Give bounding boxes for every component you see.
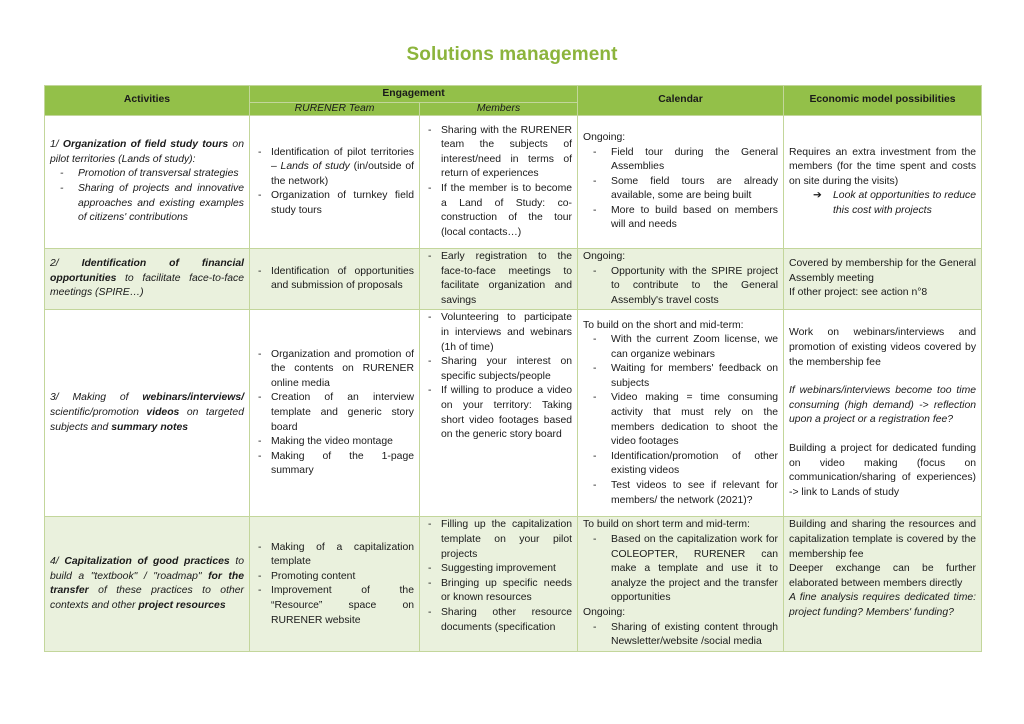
calendar-cell — [578, 310, 784, 517]
list-item: - Identification of pilot territories – Lands of study (in/outside of the network) — [255, 146, 414, 190]
activity-title: Identification of financial opportunities — [50, 258, 244, 284]
team-cell — [250, 249, 420, 310]
header-rurener-team: RURENER Team — [250, 103, 420, 116]
header-activities: Activities — [45, 86, 250, 116]
calendar-lead: Ongoing: — [583, 606, 626, 618]
list-item: - Field tour during the General Assemblies — [583, 146, 778, 175]
members-cell — [420, 517, 578, 652]
list-item: - Identification of opportunities and submission of proposals — [255, 265, 414, 294]
members-cell — [420, 310, 578, 517]
calendar-cell — [578, 249, 784, 310]
list-item: - With the current Zoom license, we can organize webinars — [583, 333, 778, 362]
list-item: - Making of a capitalization template — [255, 541, 414, 570]
list-item: - Volunteering to participate in interviews and webinars (1h of time) — [425, 311, 572, 355]
list-item: - Video making = time consuming activity that must rely on the members dedication to shoot the video footages — [583, 391, 778, 449]
list-item: - Promotion of transversal strategies — [50, 167, 244, 182]
list-item: - Bringing up specific needs or known resources — [425, 577, 572, 606]
calendar-lead: Ongoing: — [583, 131, 626, 143]
activity-bullets — [50, 167, 244, 225]
list-item: - Organization of turnkey field study tours — [255, 189, 414, 218]
header-calendar: Calendar — [578, 86, 784, 116]
page-title: Solutions management — [406, 44, 618, 65]
header-members: Members — [420, 103, 578, 116]
calendar-lead: Ongoing: — [583, 251, 626, 262]
members-cell — [420, 116, 578, 249]
economic-cell: Building and sharing the resources and capitalization template is covered by the membership fee Deeper exchange can be further elaborated between members directly A fine analysis requires dedicated time: project funding? Members' funding? — [784, 517, 982, 652]
calendar-lead: To build on the short and mid-term: — [583, 319, 744, 331]
list-item: - If willing to produce a video on your territory: Taking short video footages based on the generic story board — [425, 384, 572, 442]
list-item: - Filling up the capitalization template on your pilot projects — [425, 518, 572, 562]
list-item: - Identification/promotion of other existing videos — [583, 450, 778, 479]
activity-cell: 2/ Identification of financial opportunities to facilitate face-to-face meetings (SPIRE…) — [45, 249, 250, 310]
header-engagement: Engagement — [250, 86, 578, 103]
table-row — [45, 310, 982, 517]
list-item: - Sharing other resource documents (specification — [425, 606, 572, 635]
list-item: - Early registration to the face-to-face meetings to facilitate organization and savings — [425, 250, 572, 308]
members-cell — [420, 249, 578, 310]
list-item: - Waiting for members' feedback on subjects — [583, 362, 778, 391]
list-item: - Sharing your interest on specific subjects/people — [425, 355, 572, 384]
list-item: - Some field tours are already available, some are being built — [583, 175, 778, 204]
list-item: - Suggesting improvement — [425, 562, 572, 577]
arrow-icon: ➔ — [813, 190, 822, 202]
list-item: - Sharing of existing content through Newsletter/website /social media — [583, 621, 778, 650]
list-item: - Organization and promotion of the contents on RURENER online media — [255, 348, 414, 392]
list-item: - Creation of an interview template and generic story board — [255, 391, 414, 435]
list-item: - Opportunity with the SPIRE project to contribute to the General Assembly's travel costs — [583, 265, 778, 309]
list-item: - Sharing of projects and innovative approaches and existing examples of citizens' contributions — [50, 182, 244, 226]
list-item: - Test videos to see if relevant for members/ the network (2021)? — [583, 479, 778, 508]
list-item: - Based on the capitalization work for COLEOPTER, RURENER can make a template and use it to analyze the project and the transfer opportunities — [583, 533, 778, 606]
team-cell — [250, 310, 420, 517]
economic-cell: Requires an extra investment from the members (for the time spent and costs on site during the visits) ➔ Look at opportunities to reduce this cost with projects — [784, 116, 982, 249]
list-item: - Making of the 1-page summary — [255, 450, 414, 479]
team-cell — [250, 116, 420, 249]
activity-cell: 4/ Capitalization of good practices to build a "textbook" / "roadmap" for the transfer of these practices to other contexts and other project resources — [45, 517, 250, 652]
list-item: - More to build based on members will and needs — [583, 204, 778, 233]
table-row — [45, 517, 982, 652]
list-item: - Making the video montage — [255, 435, 414, 450]
solutions-table — [44, 85, 982, 652]
list-item: - Improvement of the “Resource” space on RURENER website — [255, 584, 414, 628]
list-item: - Promoting content — [255, 570, 414, 585]
calendar-cell — [578, 116, 784, 249]
activity-cell: 3/ Making of webinars/interviews/ scientific/promotion videos on targeted subjects and summary notes — [45, 310, 250, 517]
calendar-lead: To build on short term and mid-term: — [583, 519, 750, 531]
list-item: - Sharing with the RURENER team the subjects of interest/need in terms of return of experiences — [425, 124, 572, 182]
activity-title: Organization of field study tours — [62, 139, 229, 151]
activity-cell: 1/ Organization of field study tours on pilot territories (Lands of study): - Promotion of transversal strategies - Sharing of projects and innovative approaches and existing examples of citizens' contributions — [45, 116, 250, 249]
team-cell — [250, 517, 420, 652]
table-row — [45, 249, 982, 310]
calendar-cell — [578, 517, 784, 652]
table-row — [45, 116, 982, 249]
table-header — [45, 86, 982, 116]
list-item: - If the member is to become a Land of Study: co-construction of the tour (local contacts…) — [425, 182, 572, 240]
economic-cell: Covered by membership for the General Assembly meeting If other project: see action n°8 — [784, 249, 982, 310]
header-economic: Economic model possibilities — [784, 86, 982, 116]
economic-cell: Work on webinars/interviews and promotion of existing videos covered by the membership fee If webinars/interviews become too time consuming (high demand) -> reflection upon a project or a registration fee? Building a project for dedicated funding on video making (focus on communication/sharing of experiences) -> link to Lands of study — [784, 310, 982, 517]
